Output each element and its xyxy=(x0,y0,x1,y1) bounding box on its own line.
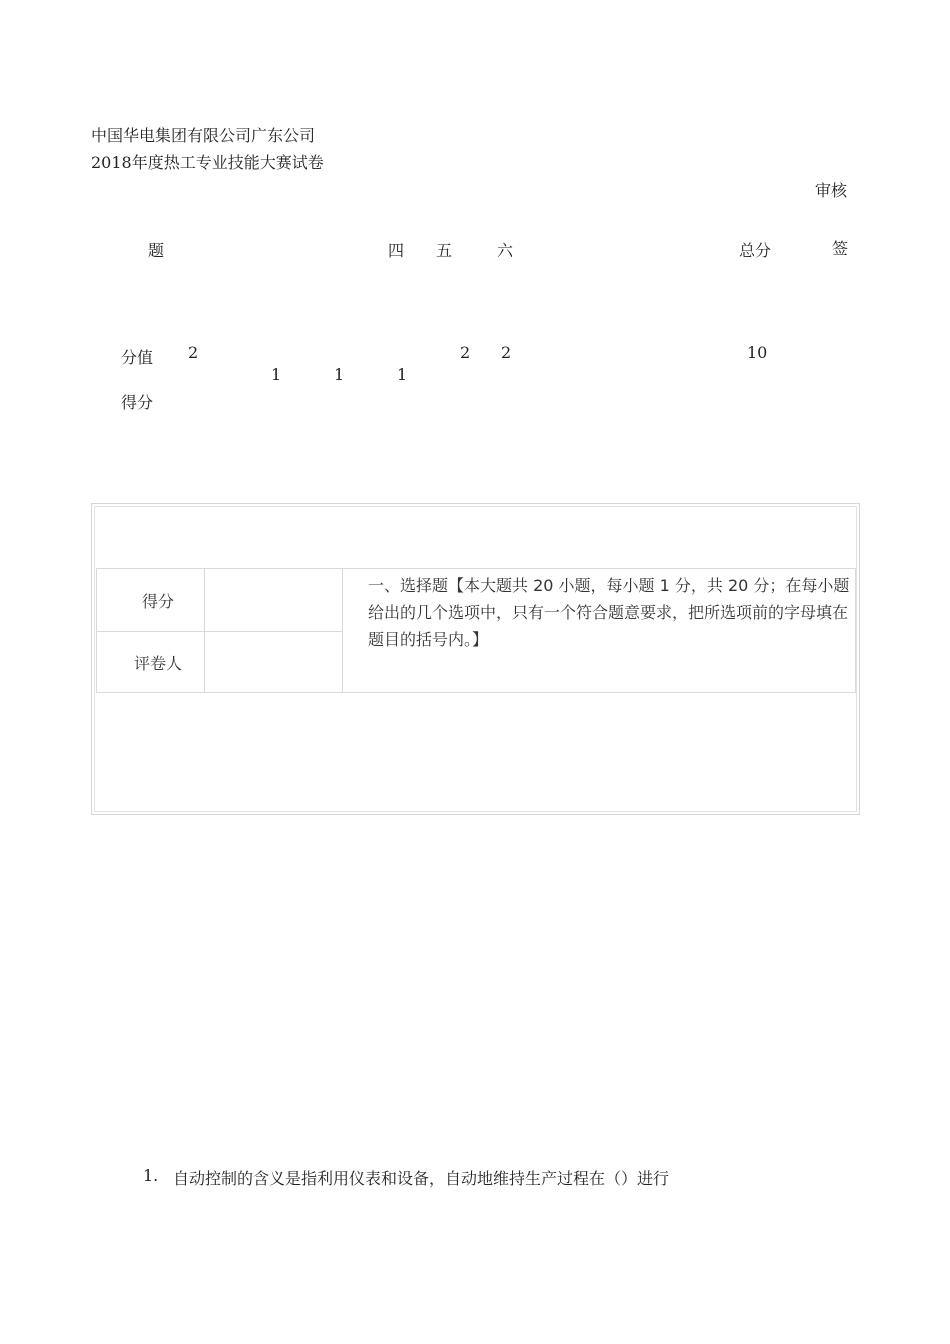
review-label: 审核 xyxy=(815,181,848,200)
score-row-label: 得分 xyxy=(121,393,154,412)
org-title: 中国华电集团有限公司广东公司 xyxy=(91,126,316,145)
question-text: 自动控制的含义是指利用仪表和设备，自动地维持生产过程在（）进行 xyxy=(173,1169,670,1188)
section-reviewer-label: 评卷人 xyxy=(134,654,183,673)
value-cell: 1 xyxy=(334,365,345,384)
exam-title: 2018年度热工专业技能大赛试卷 xyxy=(91,153,324,172)
topic-row-label: 题 xyxy=(148,241,165,260)
column-header-total: 总分 xyxy=(739,241,772,260)
value-cell: 2 xyxy=(460,343,471,362)
column-header-4: 四 xyxy=(388,241,405,260)
column-header-6: 六 xyxy=(497,241,514,260)
sign-label: 签 xyxy=(832,239,849,258)
table-divider xyxy=(342,569,343,692)
section-instruction: 一、选择题【本大题共 20 小题，每小题 1 分，共 20 分；在每小题给出的几个选项中，只有一个符合题意要求，把所选项前的字母填在题目的括号内。】 xyxy=(368,576,850,649)
value-cell: 2 xyxy=(188,343,199,362)
value-cell: 1 xyxy=(397,365,408,384)
section-score-label: 得分 xyxy=(142,592,175,611)
value-cell: 2 xyxy=(501,343,512,362)
value-cell-total: 10 xyxy=(747,343,768,362)
value-cell: 1 xyxy=(271,365,282,384)
question-number: 1. xyxy=(143,1166,159,1185)
table-divider xyxy=(97,631,342,632)
column-header-5: 五 xyxy=(436,241,453,260)
value-row-label: 分值 xyxy=(121,348,154,367)
